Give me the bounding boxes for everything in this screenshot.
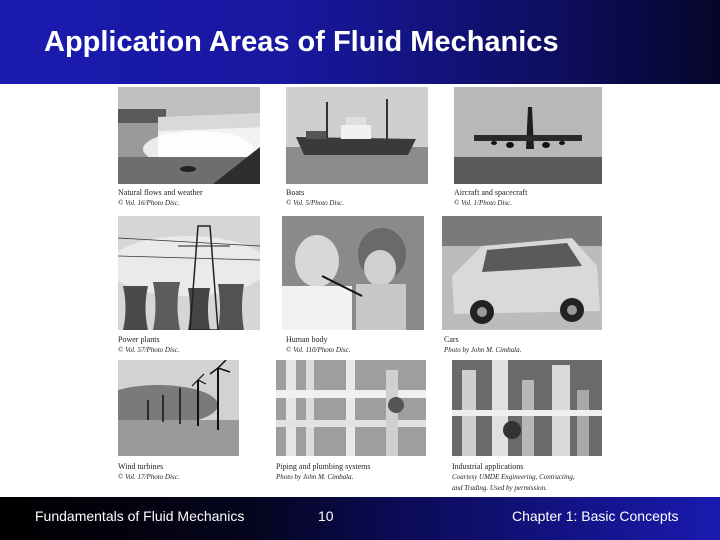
- human-body-photo: [282, 216, 424, 330]
- car-photo: [442, 216, 602, 330]
- title-bar: [0, 0, 720, 84]
- boat-photo: [286, 87, 428, 184]
- aircraft-photo: [454, 87, 602, 184]
- footer-course-title: Fundamentals of Fluid Mechanics: [35, 508, 245, 524]
- caption-natural-flows: Natural flows and weather © Vol. 16/Photo Disc.: [118, 188, 203, 207]
- caption-human-body: Human body © Vol. 110/Photo Disc.: [286, 335, 351, 354]
- footer-chapter: Chapter 1: Basic Concepts: [512, 508, 679, 524]
- slide-title: Application Areas of Fluid Mechanics: [44, 26, 559, 58]
- caption-boats: Boats © Vol. 5/Photo Disc.: [286, 188, 345, 207]
- caption-wind-turbines: Wind turbines © Vol. 17/Photo Disc.: [118, 462, 180, 481]
- waterfall-photo: [118, 87, 260, 184]
- caption-aircraft: Aircraft and spacecraft © Vol. 1/Photo Disc.: [454, 188, 528, 207]
- footer-bar: [0, 497, 720, 540]
- piping-photo: [276, 360, 426, 456]
- caption-power-plants: Power plants © Vol. 57/Photo Disc.: [118, 335, 180, 354]
- caption-cars: Cars Photo by John M. Cimbala.: [444, 335, 522, 354]
- caption-industrial: Industrial applications Courtesy UMDE Engineering, Contracting, and Trading. Used by permission.: [452, 462, 575, 492]
- wind-turbine-photo: [118, 360, 239, 456]
- power-plant-photo: [118, 216, 260, 330]
- industrial-photo: [452, 360, 602, 456]
- figure-collage: [114, 84, 607, 497]
- caption-piping: Piping and plumbing systems Photo by John M. Cimbala.: [276, 462, 371, 481]
- footer-page-number: 10: [318, 508, 334, 524]
